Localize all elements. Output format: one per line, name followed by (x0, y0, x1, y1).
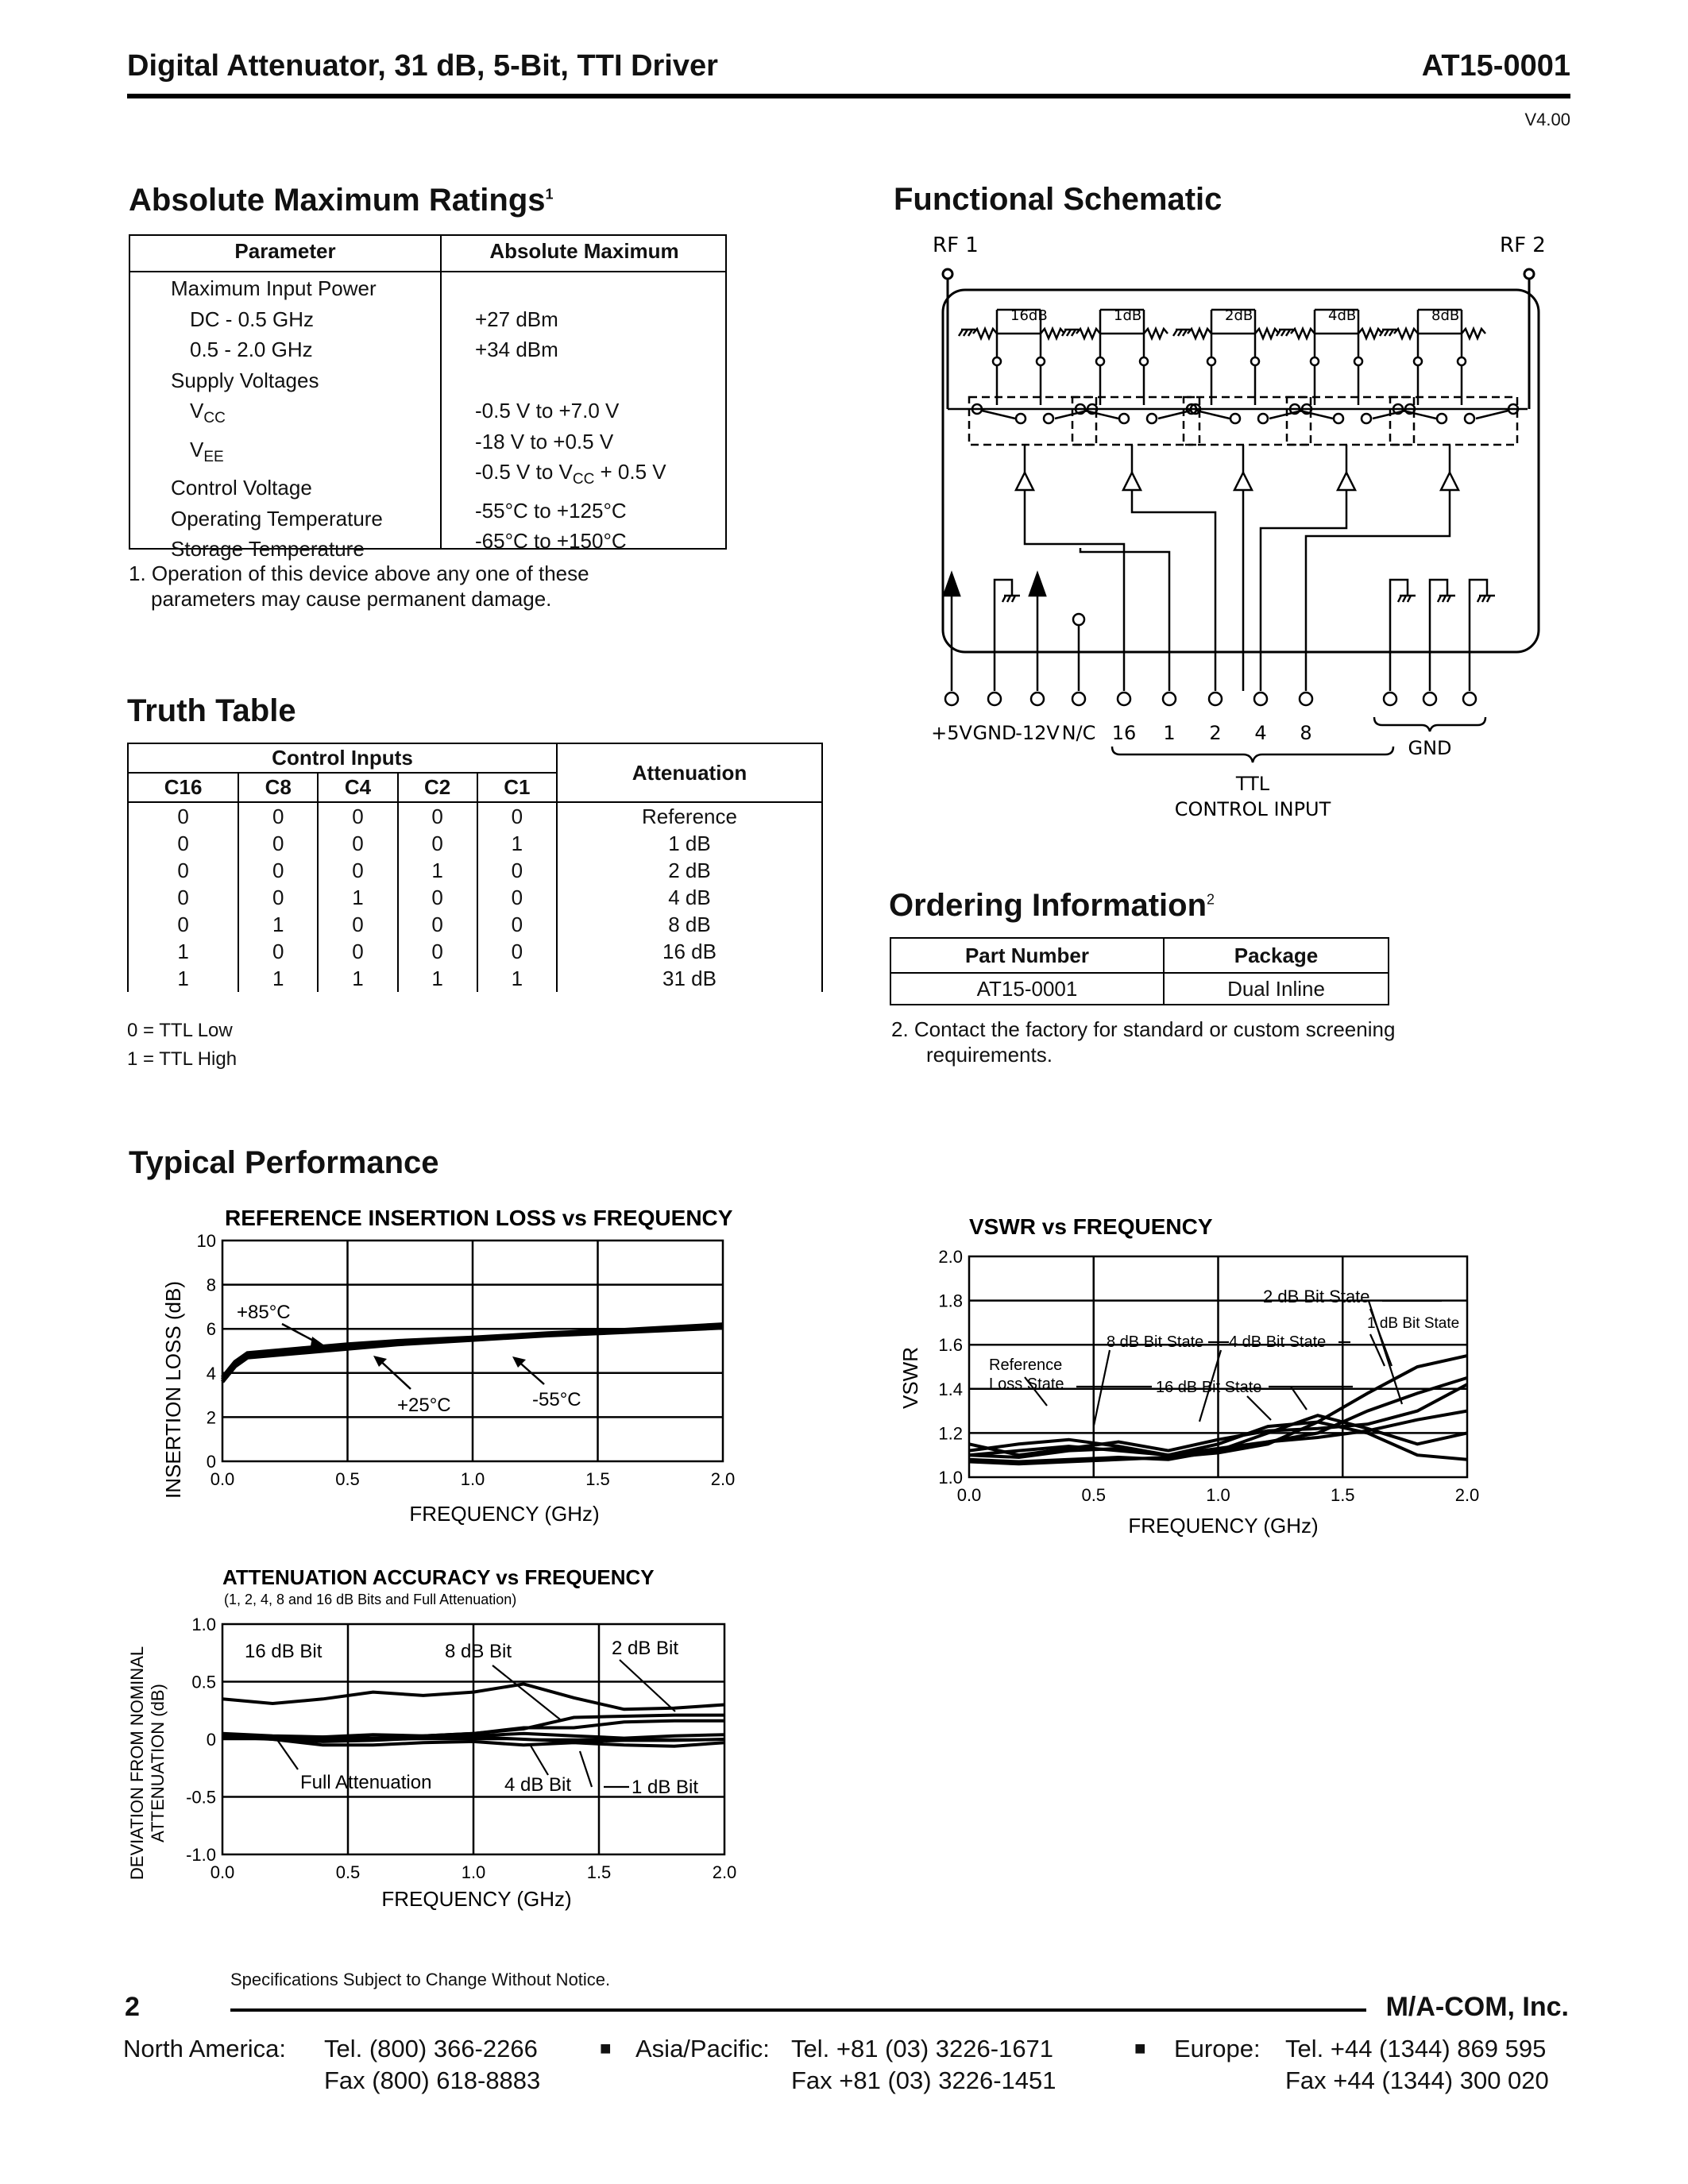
truth-row (128, 857, 822, 884)
x-tick-label: 1.5 (586, 1862, 612, 1882)
truth-title: Truth Table (127, 693, 296, 728)
ordering-footnote-mark: 2 (1207, 891, 1215, 908)
switch-node (1016, 414, 1026, 423)
x-tick-label: 0.5 (335, 1469, 360, 1489)
amr-param: Maximum Input Power (171, 276, 377, 300)
bit-label: 1dB (1114, 307, 1142, 324)
amr-value: -18 V to +0.5 V (475, 429, 614, 453)
perf-title: Typical Performance (129, 1145, 439, 1180)
chart-title: VSWR vs FREQUENCY (969, 1214, 1213, 1239)
y-tick-label: 1.4 (938, 1379, 963, 1399)
amr-title: Absolute Maximum Ratings (129, 183, 546, 218)
pin (1300, 693, 1312, 705)
truth-bit: 1 (128, 965, 238, 992)
pin (1209, 693, 1222, 705)
rf2-port (1524, 269, 1534, 279)
amr-value-sub: CC (572, 471, 595, 488)
amr-value: -0.5 V to V (475, 460, 573, 484)
resistor-icon (1255, 329, 1279, 338)
truth-col-header: C4 (318, 773, 397, 802)
eu-label: Europe: (1174, 2035, 1261, 2062)
x-tick-label: 2.0 (710, 1469, 736, 1489)
amr-note-line: parameters may cause permanent damage. (151, 587, 552, 611)
y-axis-label: VSWR (898, 1347, 922, 1409)
truth-att-header: Attenuation (557, 743, 822, 802)
ordering-note-line: requirements. (926, 1043, 1053, 1067)
annotation: 2 dB Bit (612, 1638, 679, 1659)
y-tick-label: 6 (206, 1319, 216, 1340)
switch-arm (1085, 411, 1118, 419)
na-contact (324, 2033, 540, 2097)
switch-arm (1158, 411, 1191, 419)
truth-bit: 0 (238, 857, 318, 884)
y-axis-label: ATTENUATION (dB) (148, 1684, 168, 1843)
y-tick-label: 10 (196, 1231, 216, 1251)
annotation: 2 dB Bit State (1263, 1287, 1370, 1306)
switch-arm (1403, 411, 1436, 419)
amr-col-max: Absolute Maximum (489, 239, 679, 263)
truth-bit: 0 (318, 802, 397, 830)
ap-label: Asia/Pacific: (635, 2035, 770, 2062)
eu-fax: Fax +44 (1344) 300 020 (1285, 2066, 1549, 2094)
amr-value: +27 dBm (475, 307, 558, 331)
ap-contact (791, 2033, 1056, 2097)
driver-icon (1234, 473, 1252, 490)
pin (988, 693, 1001, 705)
y-tick-label: 0 (206, 1452, 216, 1472)
amr-param: Control Voltage (171, 476, 312, 500)
rf2-label: RF 2 (1500, 234, 1546, 257)
amr-value: -65°C to +150°C (475, 529, 627, 554)
amr-footnote-mark: 1 (545, 186, 554, 203)
annotation: 16 dB Bit State (1156, 1379, 1262, 1396)
amr-param: Storage Temperature (171, 537, 365, 561)
amr-value-control (475, 457, 666, 496)
rf1-label: RF 1 (933, 234, 979, 257)
truth-col-header: C1 (477, 773, 557, 802)
ground-icon (1438, 596, 1455, 602)
x-tick-label: 2.0 (1454, 1485, 1480, 1505)
amr-divider (440, 236, 442, 548)
x-axis-label: FREQUENCY (GHz) (409, 1502, 600, 1526)
bit-label: 4dB (1328, 307, 1357, 324)
x-tick-label: 1.5 (1330, 1485, 1355, 1505)
ground-icon (1002, 596, 1020, 602)
switch-node (1258, 414, 1268, 423)
pin-label: 8 (1300, 722, 1312, 744)
annotation (989, 1356, 1064, 1393)
y-tick-label: 2 (206, 1407, 216, 1428)
na-label: North America: (123, 2035, 287, 2062)
annotation: 4 dB Bit State (1229, 1333, 1327, 1351)
amr-note (129, 561, 589, 612)
truth-attenuation: 4 dB (557, 884, 822, 911)
pin-label: +5V (931, 722, 972, 744)
truth-row (128, 802, 822, 830)
pointer (620, 1660, 675, 1711)
pin (1031, 693, 1044, 705)
pin (945, 693, 958, 705)
ground-icon (1398, 596, 1416, 602)
amr-value (475, 273, 666, 304)
pin (1463, 693, 1476, 705)
annotation-line: Loss State (989, 1376, 1064, 1393)
amr-param: DC - 0.5 GHz (190, 307, 315, 331)
truth-bit: 0 (477, 884, 557, 911)
pointer (1094, 1350, 1110, 1426)
x-tick-label: 0.5 (1081, 1485, 1107, 1505)
document-title: Digital Attenuator, 31 dB, 5-Bit, TTI Driver (127, 49, 718, 83)
y-tick-label: 4 (206, 1363, 216, 1383)
truth-bit: 0 (398, 938, 477, 965)
gnd-group-label: GND (1408, 737, 1452, 759)
y-tick-label: 1.6 (938, 1335, 963, 1356)
resistor-icon (1358, 329, 1382, 338)
truth-bit: 0 (318, 938, 397, 965)
x-tick-label: 1.0 (461, 1862, 486, 1882)
resistor-icon (1076, 329, 1100, 338)
truth-bit: 0 (477, 857, 557, 884)
eu-contact (1285, 2033, 1549, 2097)
amr-value: -0.5 V to +7.0 V (475, 399, 620, 423)
truth-bit: 1 (128, 938, 238, 965)
switch-arm (982, 411, 1015, 419)
truth-bit: 0 (398, 884, 477, 911)
truth-bit: 0 (238, 938, 318, 965)
ordering-part: AT15-0001 (890, 973, 1164, 1005)
ordering-title: Ordering Information (889, 888, 1207, 923)
x-axis-label: FREQUENCY (GHz) (381, 1887, 572, 1911)
truth-row (128, 965, 822, 992)
arrow-icon (311, 1337, 323, 1346)
footer-notice: Specifications Subject to Change Without Notice. (230, 1970, 611, 1989)
truth-bit: 0 (477, 802, 557, 830)
truth-row (128, 938, 822, 965)
resistor-icon (1041, 329, 1064, 338)
truth-bit: 1 (238, 965, 318, 992)
truth-bit: 0 (238, 802, 318, 830)
truth-bit: 0 (128, 802, 238, 830)
switch-node (1147, 414, 1157, 423)
switch-node (1044, 414, 1053, 423)
pin (1163, 693, 1176, 705)
resistor-icon (1188, 329, 1211, 338)
amr-value: +34 dBm (475, 338, 558, 361)
y-tick-label: 8 (206, 1275, 216, 1295)
control-line (1132, 490, 1215, 691)
amr-param-sub: CC (203, 410, 226, 427)
truth-bit: 1 (477, 830, 557, 857)
bullet-icon: ■ (600, 2038, 612, 2059)
truth-col-header: C8 (238, 773, 318, 802)
footer-rule (230, 2008, 1366, 2012)
vswr-chart (894, 1207, 1513, 1541)
pointer (1247, 1396, 1271, 1420)
chart-title: REFERENCE INSERTION LOSS vs FREQUENCY (225, 1206, 733, 1230)
truth-col-header: C2 (398, 773, 477, 802)
amr-value: -55°C to +125°C (475, 498, 627, 523)
supply-arrow-icon (944, 573, 960, 596)
node (1037, 357, 1045, 365)
driver-icon (1338, 473, 1355, 490)
truth-attenuation: 1 dB (557, 830, 822, 857)
truth-bit: 0 (318, 857, 397, 884)
pointer (580, 1751, 592, 1787)
bit-label: 16dB (1010, 307, 1048, 324)
pin-label: 1 (1163, 722, 1176, 744)
ttl-label: TTL (1235, 773, 1270, 795)
pin-labels (931, 722, 1451, 820)
pin (1254, 693, 1267, 705)
control-line (1306, 490, 1450, 691)
truth-attenuation: 16 dB (557, 938, 822, 965)
schematic-title: Functional Schematic (894, 182, 1223, 217)
node (1140, 357, 1148, 365)
bit-label: 2dB (1225, 307, 1253, 324)
y-tick-label: -0.5 (186, 1787, 216, 1808)
amr-param: Supply Voltages (171, 368, 319, 392)
ordering-col-part: Part Number (890, 938, 1164, 973)
amr-value (475, 365, 666, 396)
bit-cell (1062, 307, 1200, 445)
driver-icon (1123, 473, 1141, 490)
truth-bit: 0 (398, 830, 477, 857)
pin-label: N/C (1061, 722, 1096, 744)
resistor-icon (1394, 329, 1418, 338)
switch-node (1334, 414, 1343, 423)
resistor-icon (1144, 329, 1168, 338)
truth-bit: 0 (398, 802, 477, 830)
node (1311, 357, 1319, 365)
attenuation-accuracy-chart (127, 1561, 818, 1918)
truth-col-header: C16 (128, 773, 238, 802)
truth-table (127, 743, 823, 992)
bit-label: 8dB (1431, 307, 1460, 324)
amr-heading (129, 183, 554, 218)
nc-node (1073, 614, 1084, 625)
switch-arm (1269, 411, 1302, 419)
truth-bit: 1 (477, 965, 557, 992)
amr-values (475, 273, 666, 557)
truth-bit: 0 (128, 857, 238, 884)
switch-node (1119, 414, 1129, 423)
truth-row (128, 911, 822, 938)
truth-bit: 1 (398, 857, 477, 884)
resistor-icon (973, 329, 997, 338)
bullet-icon: ■ (1134, 2038, 1146, 2059)
y-tick-label: 2.0 (938, 1247, 963, 1267)
annotation: Full Attenuation (300, 1772, 432, 1793)
amr-note-line: 1. Operation of this device above any one of these (129, 561, 589, 585)
truth-bit: 0 (128, 911, 238, 938)
truth-legend (127, 1017, 237, 1074)
y-axis-label: INSERTION LOSS (dB) (161, 1280, 185, 1499)
switch-node (1230, 414, 1240, 423)
amr-col-parameter: Parameter (234, 239, 336, 263)
pointer (1291, 1387, 1307, 1410)
annotation: 4 dB Bit (504, 1774, 572, 1796)
truth-legend-1: 1 = TTL High (127, 1048, 238, 1070)
ttl-control-label: CONTROL INPUT (1174, 798, 1331, 820)
ordering-package: Dual Inline (1164, 973, 1389, 1005)
pin-label: GND (972, 722, 1017, 744)
y-tick-label: 0 (206, 1730, 216, 1750)
y-tick-label: 1.0 (191, 1615, 216, 1634)
truth-attenuation: 8 dB (557, 911, 822, 938)
resistor-icon (1462, 329, 1485, 338)
annotation: +85°C (237, 1302, 291, 1323)
ordering-note (891, 1017, 1395, 1067)
switch-arm (1373, 411, 1405, 419)
amr-param-vee (171, 434, 383, 473)
x-axis-label: FREQUENCY (GHz) (1128, 1514, 1319, 1538)
x-tick-label: 0.0 (956, 1485, 982, 1505)
ground-icon (1477, 596, 1495, 602)
switch-arm (1196, 411, 1230, 419)
version: V4.00 (1524, 110, 1570, 129)
pin (1384, 693, 1396, 705)
truth-legend-0: 0 = TTL Low (127, 1020, 233, 1041)
x-tick-label: 1.5 (585, 1469, 610, 1489)
truth-bit: 1 (318, 965, 397, 992)
annotation: 1 dB Bit (632, 1777, 699, 1798)
annotation: +25°C (397, 1395, 451, 1416)
supply-arrow-icon (1029, 573, 1045, 596)
x-tick-label: 2.0 (712, 1862, 737, 1882)
switch-node (1437, 414, 1447, 423)
node (1251, 357, 1259, 365)
y-tick-label: 1.8 (938, 1291, 963, 1311)
amr-param-vcc (171, 396, 383, 434)
switch-node (1465, 414, 1474, 423)
eu-tel: Tel. +44 (1344) 869 595 (1285, 2035, 1547, 2062)
annotation: 8 dB Bit State (1107, 1333, 1204, 1351)
insertion-loss-chart (155, 1203, 814, 1537)
truth-bit: 0 (318, 830, 397, 857)
ordering-heading (889, 888, 1215, 924)
node (1207, 357, 1215, 365)
pointer (531, 1746, 548, 1775)
truth-attenuation: Reference (557, 802, 822, 830)
amr-param-v: V (190, 437, 204, 461)
y-tick-label: -1.0 (186, 1845, 216, 1865)
switch-node (1362, 414, 1371, 423)
ap-tel: Tel. +81 (03) 3226-1671 (791, 2035, 1054, 2062)
truth-bit: 0 (238, 830, 318, 857)
pin-label: 4 (1254, 722, 1267, 744)
functional-schematic (921, 234, 1557, 838)
amr-param: Operating Temperature (171, 506, 383, 531)
node (1354, 357, 1362, 365)
truth-bit: 0 (128, 830, 238, 857)
pin (1423, 693, 1436, 705)
truth-bit: 0 (477, 938, 557, 965)
part-number: AT15-0001 (1421, 49, 1570, 83)
truth-attenuation: 31 dB (557, 965, 822, 992)
x-tick-label: 0.0 (210, 1862, 235, 1882)
truth-group-header: Control Inputs (128, 743, 557, 773)
x-tick-label: 1.0 (1206, 1485, 1230, 1505)
truth-bit: 1 (398, 965, 477, 992)
truth-row (128, 884, 822, 911)
switch-arm (1476, 411, 1508, 419)
truth-bit: 0 (477, 911, 557, 938)
y-tick-label: 1.2 (938, 1423, 963, 1444)
truth-bit: 0 (398, 911, 477, 938)
pin-label: 2 (1209, 722, 1222, 744)
x-tick-label: 0.5 (335, 1862, 361, 1882)
truth-bit: 0 (318, 911, 397, 938)
annotation-line: Reference (989, 1356, 1063, 1374)
na-tel: Tel. (800) 366-2266 (324, 2035, 538, 2062)
switch-arm (1300, 411, 1333, 419)
resistor-icon (1291, 329, 1315, 338)
bit-cell (1277, 307, 1415, 445)
ordering-table (890, 937, 1389, 1005)
node (1458, 357, 1466, 365)
pin (1072, 693, 1085, 705)
header-rule (127, 94, 1570, 98)
pin-label: 16 (1111, 722, 1137, 744)
ap-fax: Fax +81 (03) 3226-1451 (791, 2066, 1056, 2094)
control-line (1261, 490, 1346, 691)
truth-bit: 1 (238, 911, 318, 938)
y-tick-label: 1.0 (938, 1468, 963, 1488)
annotation: 1 dB Bit State (1367, 1315, 1460, 1332)
bit-cell (1380, 307, 1518, 445)
driver-icon (1441, 473, 1458, 490)
amr-param: 0.5 - 2.0 GHz (190, 338, 313, 361)
truth-attenuation: 2 dB (557, 857, 822, 884)
switch-arm (1055, 411, 1087, 419)
chart-title: ATTENUATION ACCURACY vs FREQUENCY (222, 1565, 655, 1589)
truth-row (128, 830, 822, 857)
bit-cell (959, 307, 1097, 445)
truth-bit: 0 (238, 884, 318, 911)
pin-label: -12V (1015, 722, 1060, 744)
amr-param-sub: EE (203, 448, 224, 465)
amr-param-v: V (190, 399, 204, 423)
page-number: 2 (125, 1992, 140, 2022)
chart-subtitle: (1, 2, 4, 8 and 16 dB Bits and Full Attenuation) (224, 1592, 517, 1607)
rf1-port (943, 269, 952, 279)
driver-icon (1016, 473, 1033, 490)
ordering-col-package: Package (1164, 938, 1389, 973)
amr-value-end: + 0.5 V (594, 460, 666, 484)
truth-bit: 0 (128, 884, 238, 911)
annotation: -55°C (532, 1389, 581, 1410)
x-tick-label: 1.0 (460, 1469, 485, 1489)
truth-bit: 1 (318, 884, 397, 911)
pin (1118, 693, 1130, 705)
node (993, 357, 1001, 365)
node (1096, 357, 1104, 365)
y-tick-label: 0.5 (191, 1672, 216, 1692)
bit-cell (1173, 307, 1311, 445)
amr-params (171, 273, 383, 565)
annotation: 16 dB Bit (245, 1641, 323, 1662)
ordering-note-line: 2. Contact the factory for standard or custom screening (891, 1017, 1396, 1041)
na-fax: Fax (800) 618-8883 (324, 2066, 541, 2094)
x-tick-label: 0.0 (210, 1469, 235, 1489)
y-axis-label: DEVIATION FROM NOMINAL (127, 1646, 147, 1881)
node (1414, 357, 1422, 365)
annotation: 8 dB Bit (445, 1641, 512, 1662)
company-name: M/A-COM, Inc. (1385, 1992, 1569, 2022)
